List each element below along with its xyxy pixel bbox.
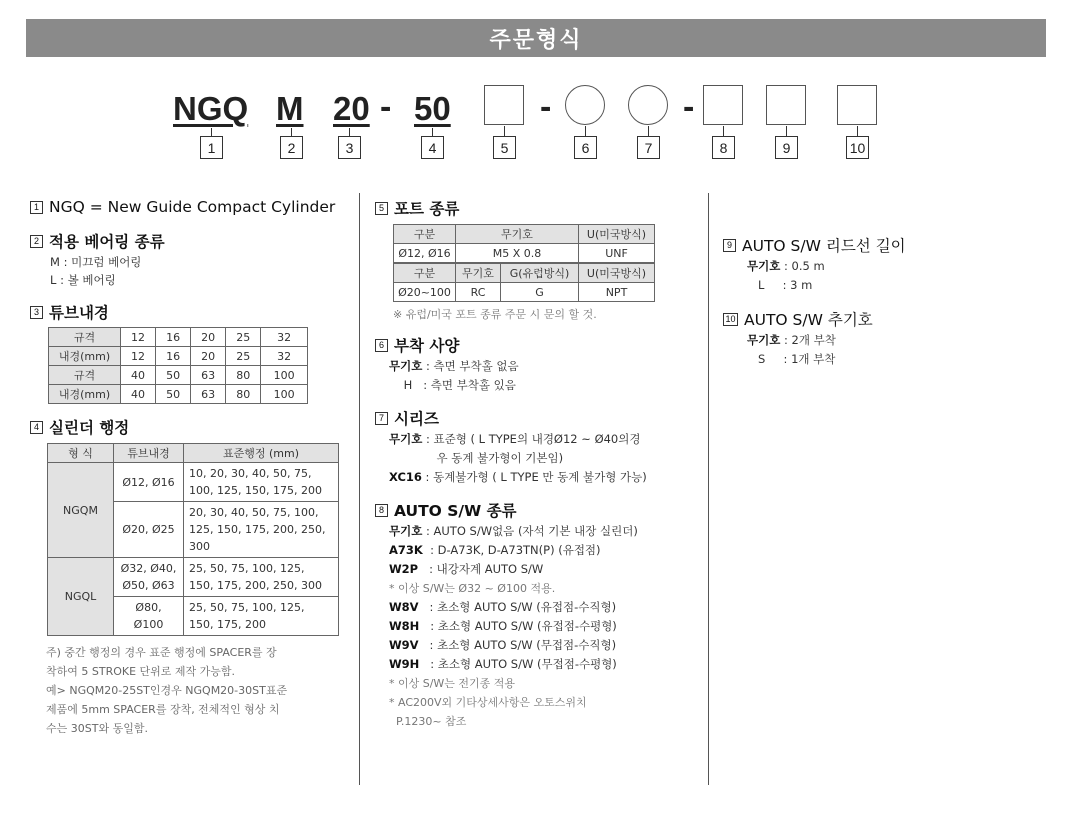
column-right [723,234,1043,369]
table-row: 구분 무기호 U(미국방식) [394,225,655,244]
sw-note: * 이상 S/W는 전기종 적용 [389,677,516,690]
section-2-heading: 2 적용 베어링 종류 [30,230,350,252]
column-middle [375,197,700,731]
sw-note: * AC200V외 기타상세사항은 오토스위치 [389,696,587,709]
sw-type-option: A73K : D-A73K, D-A73TN(P) (유접점) [389,543,601,557]
position-number: 9 [775,136,798,159]
sw-note: P.1230~ 참조 [389,715,467,728]
code-segment-stroke: 50 [414,90,451,127]
port-table-large-bore [393,263,655,302]
code-dash: - [380,88,392,126]
sw-type-option: 무기호 : AUTO S/W없음 (자석 기본 내장 실린더) [389,524,638,538]
table-row: 내경(mm) 12 16 20 25 32 [49,347,308,366]
port-table-small-bore [393,224,655,263]
table-row: Ø80, Ø100 25, 50, 75, 100, 125, 150, 175, 200 [48,597,339,636]
table-row: 규격 12 16 20 25 32 [49,328,308,347]
position-number: 8 [712,136,735,159]
code-dash: - [540,88,552,126]
bore-size-table [48,327,308,404]
code-segment-bore: 20 [333,90,370,127]
sw-qty-option: S : 1개 부착 [747,352,836,366]
section-5-heading: 5 포트 종류 [375,197,700,219]
series-option: 우 동계 불가형이 기본임) [389,451,564,465]
table-row: Ø20~100 RC G NPT [394,283,655,302]
position-number: 7 [637,136,660,159]
sw-type-option: W9H : 초소형 AUTO S/W (무접점-수평형) [389,657,617,671]
code-placeholder-port [484,85,524,125]
table-row: Ø20, Ø25 20, 30, 40, 50, 75, 100, 125, 150, 175, 200, 250, 300 [48,502,339,558]
position-number: 3 [338,136,361,159]
stroke-table [47,443,339,636]
table-row: 형 식 튜브내경 표준행정 (mm) [48,444,339,463]
table-row: 구분 무기호 G(유럽방식) U(미국방식) [394,264,655,283]
lead-length-option: 무기호 : 0.5 m [747,259,825,273]
code-placeholder-series [628,85,668,125]
section-8-heading: 8 AUTO S/W 종류 [375,499,700,521]
position-number: 6 [574,136,597,159]
section-7-heading: 7 시리즈 [375,407,700,429]
section-1-heading: 1 NGQ = New Guide Compact Cylinder [30,198,350,216]
header-bar [26,19,1046,57]
section-4-heading: 4 실린더 행정 [30,416,350,438]
table-row: NGQM Ø12, Ø16 10, 20, 30, 40, 50, 75, 100, 125, 150, 175, 200 [48,463,339,502]
section-9-heading: 9 AUTO S/W 리드선 길이 [723,234,1043,256]
code-placeholder-lead [766,85,806,125]
sw-qty-option: 무기호 : 2개 부착 [747,333,836,347]
sw-type-option: W8V : 초소형 AUTO S/W (유접점-수직형) [389,600,617,614]
bearing-option: M : 미끄럼 베어링 [50,255,142,269]
position-number: 10 [846,136,869,159]
series-option: XC16 : 동계불가형 ( L TYPE 만 동계 불가형 가능) [389,470,647,484]
code-segment-bearing: M [276,90,304,127]
table-row: 내경(mm) 40 50 63 80 100 [49,385,308,404]
stroke-notes: 주) 중간 행정의 경우 표준 행정에 SPACER를 장 착하여 5 STROKE 단위로 제작 가능함. 예> NGQM20-25ST인경우 NGQM20-30ST표준 제품에 5mm SPACER를 장착, 전체적인 형상 치 수는 30ST와 동일함. [46,646,288,735]
column-divider [708,193,709,785]
column-left [30,198,350,738]
code-segment-series: NGQ [173,90,249,127]
position-number: 4 [421,136,444,159]
table-row: Ø12, Ø16 M5 X 0.8 UNF [394,244,655,263]
code-placeholder-sw-qty [837,85,877,125]
column-divider [359,193,360,785]
mount-option: 무기호 : 측면 부착홀 없음 [389,359,519,373]
mount-option: H : 측면 부착홀 있음 [389,378,516,392]
code-placeholder-sw-type [703,85,743,125]
section-6-heading: 6 부착 사양 [375,334,700,356]
sw-type-option: W2P : 내강자계 AUTO S/W [389,562,544,576]
position-number: 1 [200,136,223,159]
bearing-option: L : 볼 베어링 [50,273,116,287]
code-placeholder-mount [565,85,605,125]
sw-note: * 이상 S/W는 Ø32 ~ Ø100 적용. [389,582,556,595]
table-row: 규격 40 50 63 80 100 [49,366,308,385]
code-dash: - [683,88,695,126]
section-3-heading: 3 튜브내경 [30,301,350,323]
table-row: NGQL Ø32, Ø40, Ø50, Ø63 25, 50, 75, 100, 125, 150, 175, 200, 250, 300 [48,558,339,597]
sw-type-option: W8H : 초소형 AUTO S/W (유접점-수평형) [389,619,617,633]
lead-length-option: L : 3 m [747,278,813,292]
position-number: 2 [280,136,303,159]
position-number: 5 [493,136,516,159]
sw-type-option: W9V : 초소형 AUTO S/W (무접점-수직형) [389,638,617,652]
page-title: 주문형식 [489,27,583,53]
port-note: ※ 유럽/미국 포트 종류 주문 시 문의 할 것. [393,308,597,321]
section-10-heading: 10 AUTO S/W 추기호 [723,308,1043,330]
series-option: 무기호 : 표준형 ( L TYPE의 내경Ø12 ~ Ø40의경 [389,432,641,446]
